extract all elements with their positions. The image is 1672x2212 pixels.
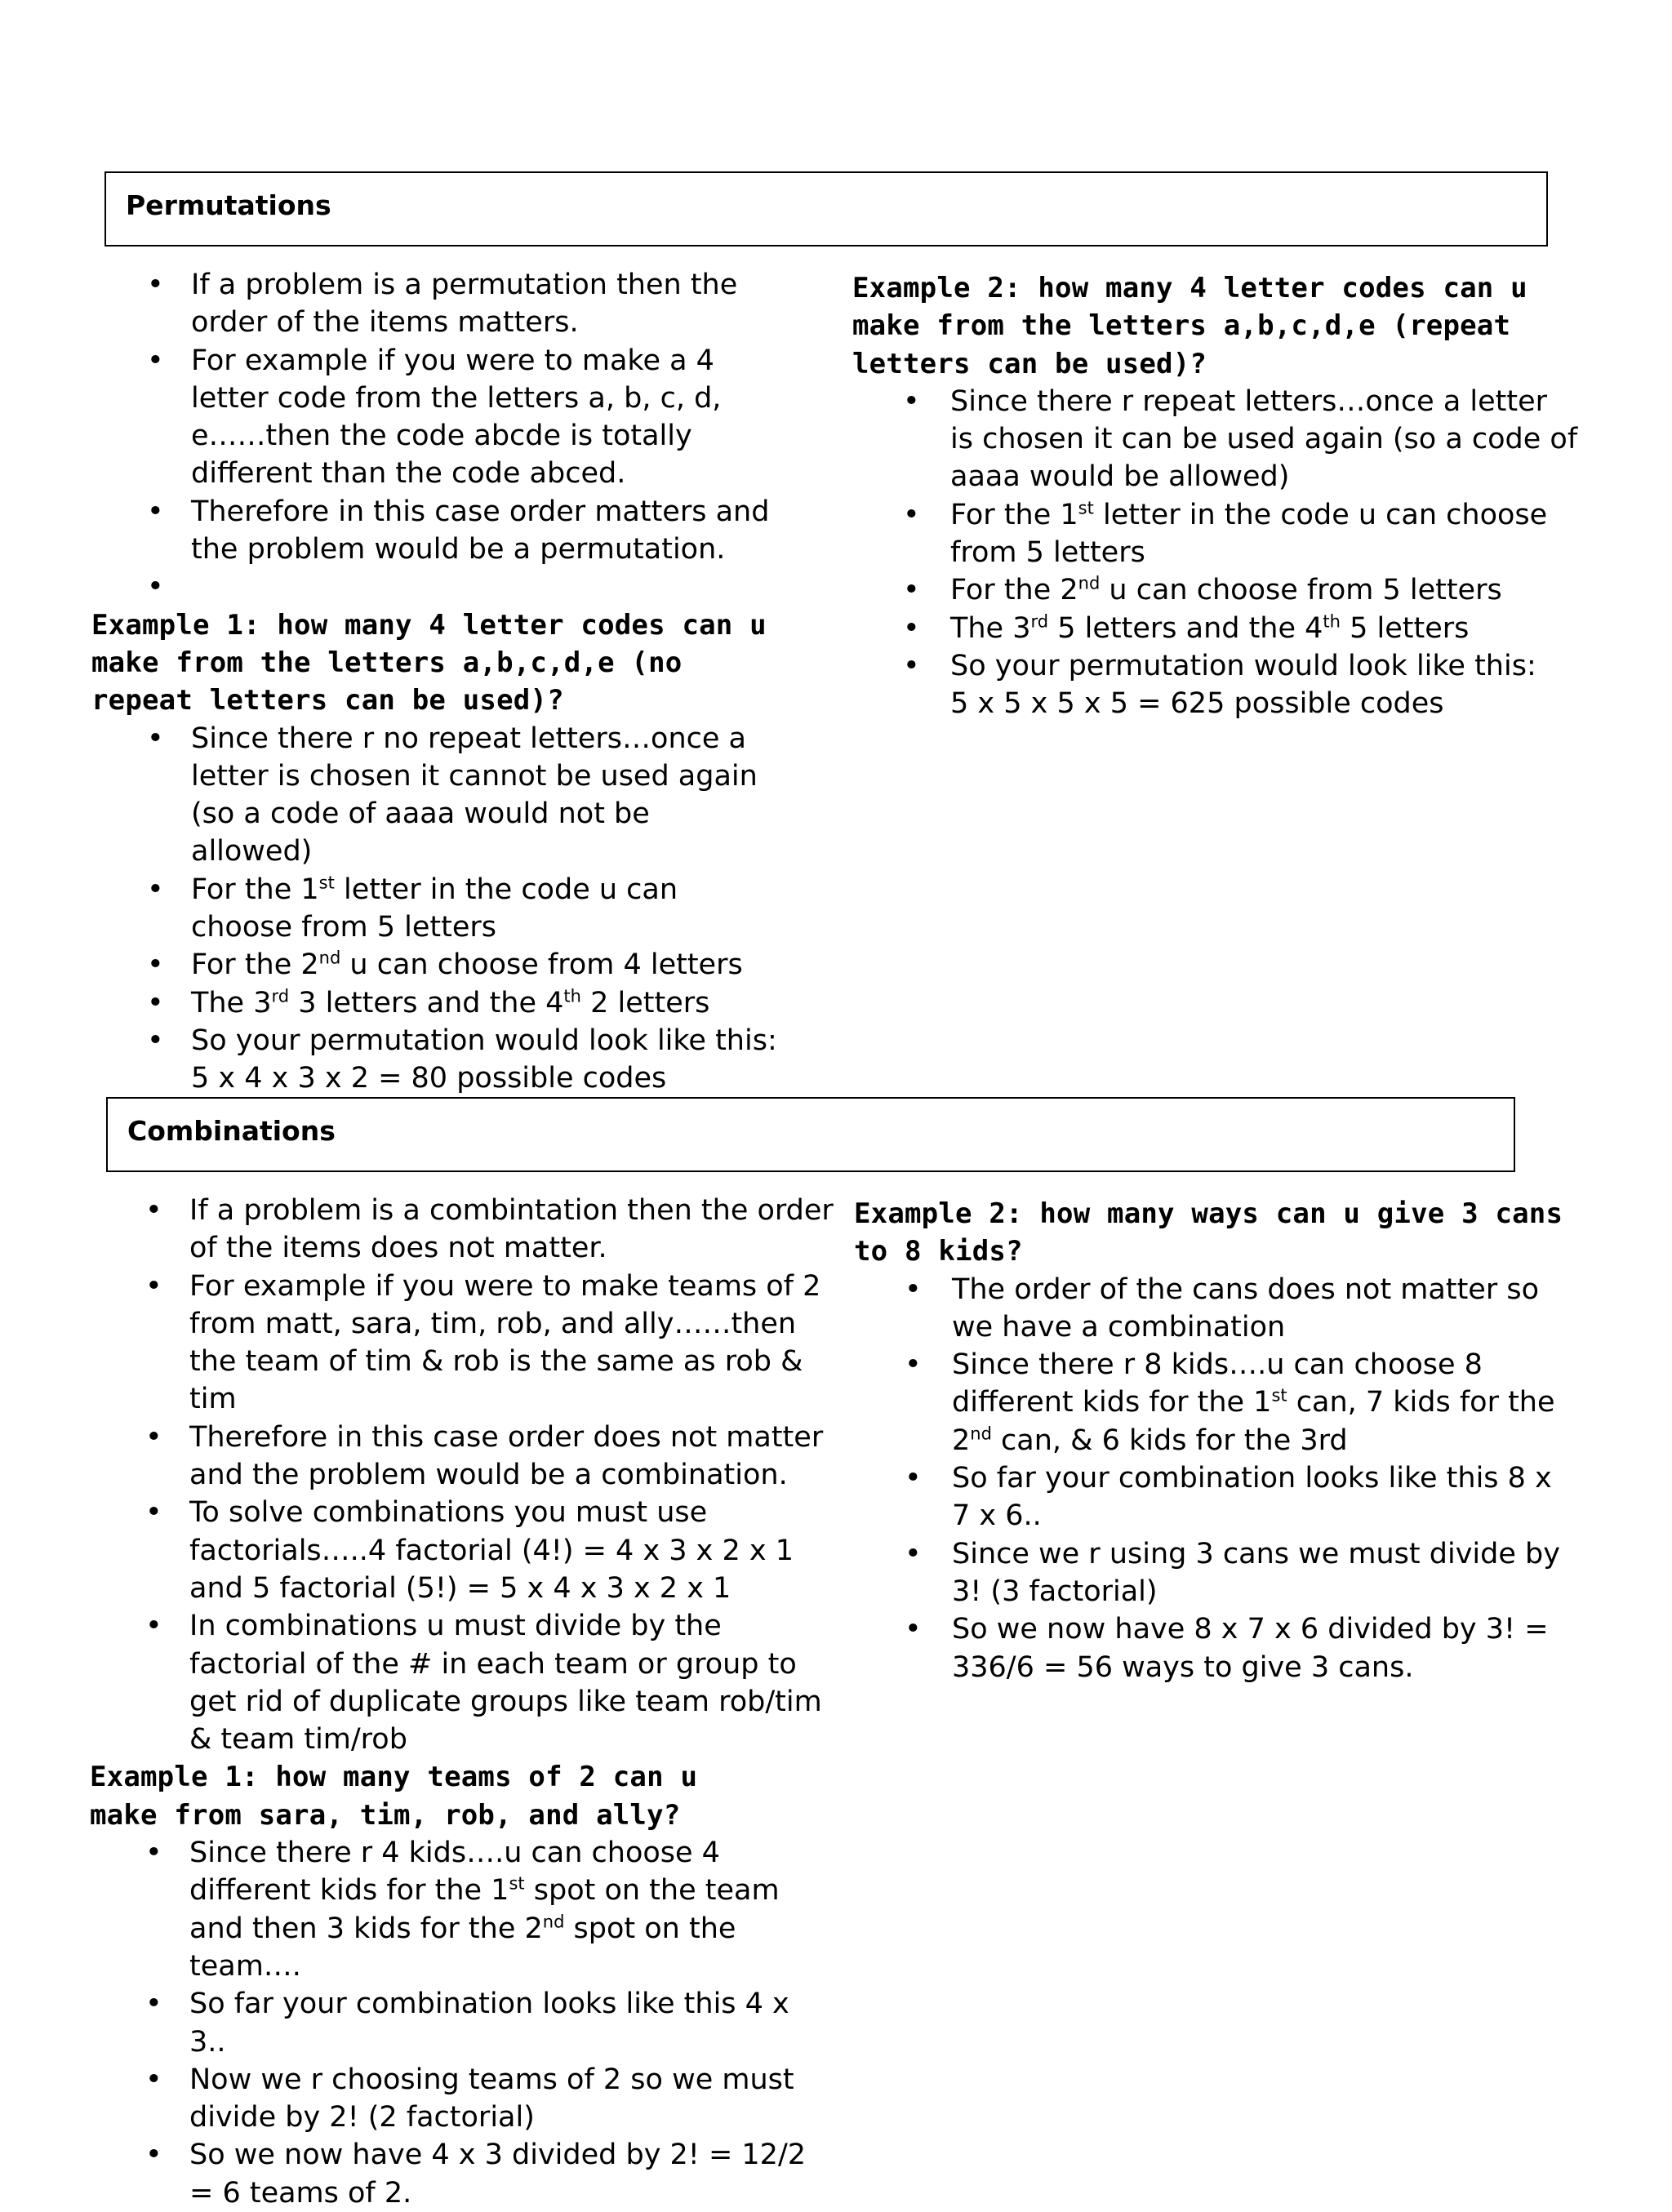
combinations-intro-list [90, 1192, 841, 1758]
list-item: • For example if you were to make teams of 2 from matt, sara, tim, rob, and ally……then the team of tim & rob is the same as rob & tim [90, 1268, 841, 1419]
list-item: • So we now have 4 x 3 divided by 2! = 12/2 = 6 teams of 2. [90, 2136, 808, 2212]
list-item: • The 3rd 5 letters and the 4th 5 letters [852, 610, 1579, 647]
list-item: • So far your combination looks like this 4 x 3.. [90, 1985, 808, 2061]
list-item: • In combinations u must divide by the factorial of the # in each team or group to get rid of duplicate groups like team rob/tim & team tim/rob [90, 1607, 841, 1758]
combinations-left-column [90, 1192, 841, 2212]
list-item: • Since we r using 3 cans we must divide by 3! (3 factorial) [854, 1535, 1572, 1611]
list-item: • To solve combinations you must use factorials…..4 factorial (4!) = 4 x 3 x 2 x 1 and 5 factorial (5!) = 5 x 4 x 3 x 2 x 1 [90, 1494, 841, 1607]
list-item: • If a problem is a permutation then the order of the items matters. [91, 266, 777, 342]
list-item: • Since there r repeat letters…once a letter is chosen it can be used again (so a code of aaaa would be allowed) [852, 383, 1579, 496]
list-item: • If a problem is a combintation then the order of the items does not matter. [90, 1192, 841, 1268]
permutations-right-column [852, 269, 1579, 723]
list-item [91, 568, 777, 606]
list-item: • For the 1st letter in the code u can choose from 5 letters [91, 871, 777, 947]
permutations-header-box [104, 171, 1548, 247]
list-item: • Since there r no repeat letters…once a letter is chosen it cannot be used again (so a code of aaaa would not be allowed) [91, 720, 777, 871]
list-item: • Therefore in this case order does not matter and the problem would be a combination. [90, 1419, 841, 1495]
permutations-example2-heading: Example 2: how many 4 letter codes can u make from the letters a,b,c,d,e (repeat letters can be used)? [852, 272, 1527, 380]
list-item: • So far your combination looks like this 8 x 7 x 6.. [854, 1459, 1572, 1535]
permutations-intro-list [91, 266, 777, 606]
permutations-example2-list [852, 383, 1579, 723]
list-item: • The order of the cans does not matter so we have a combination [854, 1271, 1572, 1347]
list-item: • For example if you were to make a 4 letter code from the letters a, b, c, d, e……then the code abcde is totally different than the code abced. [91, 342, 777, 493]
list-item: • For the 1st letter in the code u can choose from 5 letters [852, 496, 1579, 572]
permutations-example1-heading: Example 1: how many 4 letter codes can u make from the letters a,b,c,d,e (no repeat letters can be used)? [91, 608, 767, 717]
combinations-right-column [854, 1195, 1572, 1686]
permutations-left-column [91, 266, 777, 1098]
list-item: • For the 2nd u can choose from 4 letters [91, 946, 777, 984]
list-item: • Since there r 8 kids….u can choose 8 different kids for the 1st can, 7 kids for the 2nd can, & 6 kids for the 3rd [854, 1346, 1572, 1459]
combinations-example1-heading: Example 1: how many teams of 2 can u make from sara, tim, rob, and ally? [90, 1761, 698, 1832]
list-item: • Since there r 4 kids….u can choose 4 different kids for the 1st spot on the team and then 3 kids for the 2nd spot on the team…. [90, 1834, 808, 1985]
list-item: • Therefore in this case order matters and the problem would be a permutation. [91, 493, 777, 569]
list-item: • So your permutation would look like this: 5 x 4 x 3 x 2 = 80 possible codes [91, 1022, 777, 1098]
combinations-header-box [106, 1097, 1515, 1172]
combinations-example2-list [854, 1271, 1572, 1686]
list-item: • Now we r choosing teams of 2 so we must divide by 2! (2 factorial) [90, 2061, 808, 2137]
list-item: • So we now have 8 x 7 x 6 divided by 3! = 336/6 = 56 ways to give 3 cans. [854, 1610, 1572, 1686]
permutations-example1-list [91, 720, 777, 1098]
list-item: • The 3rd 3 letters and the 4th 2 letters [91, 984, 777, 1022]
combinations-example1-list [90, 1834, 808, 2212]
combinations-example2-heading: Example 2: how many ways can u give 3 cans to 8 kids? [854, 1197, 1563, 1268]
list-item: • For the 2nd u can choose from 5 letters [852, 571, 1579, 609]
list-item: • So your permutation would look like this: 5 x 5 x 5 x 5 = 625 possible codes [852, 647, 1579, 723]
permutations-title: Permutations [126, 189, 331, 221]
combinations-title: Combinations [127, 1115, 336, 1147]
